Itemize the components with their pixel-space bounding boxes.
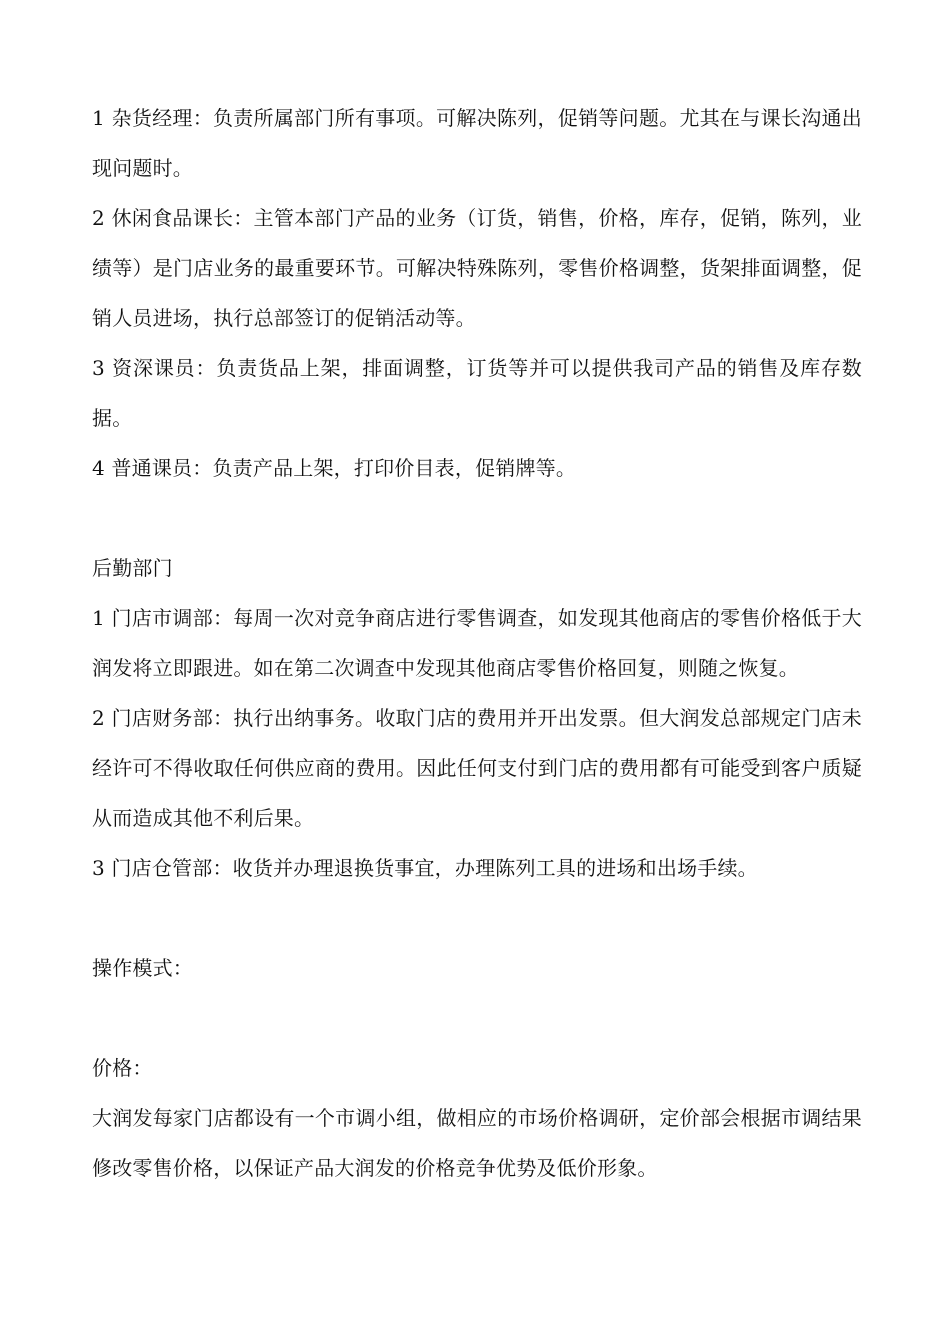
spacer <box>92 493 862 543</box>
logistics-item-warehouse: 3 门店仓管部：收货并办理退换货事宜，办理陈列工具的进场和出场手续。 <box>92 856 758 880</box>
staff-item-grocery-manager: 1 杂货经理：负责所属部门所有事项。可解决陈列，促销等问题。尤其在与课长沟通出现问题时。 <box>92 106 862 180</box>
staff-item-senior-clerk: 3 资深课员：负责货品上架，排面调整，订货等并可以提供我司产品的销售及库存数据。 <box>92 356 862 430</box>
spacer <box>92 893 862 943</box>
logistics-item-market-survey: 1 门店市调部：每周一次对竞争商店进行零售调查，如发现其他商店的零售价格低于大润发将立即跟进。如在第二次调查中发现其他商店零售价格回复，则随之恢复。 <box>92 606 862 680</box>
staff-item-clerk: 4 普通课员：负责产品上架，打印价目表，促销牌等。 <box>92 456 577 480</box>
spacer <box>92 993 862 1043</box>
price-body: 大润发每家门店都设有一个市调小组，做相应的市场价格调研，定价部会根据市调结果修改零售价格，以保证产品大润发的价格竞争优势及低价形象。 <box>92 1106 862 1180</box>
price-heading: 价格： <box>92 1056 153 1080</box>
operation-heading: 操作模式： <box>92 956 193 980</box>
logistics-item-finance: 2 门店财务部：执行出纳事务。收取门店的费用并开出发票。但大润发总部规定门店未经许可不得收取任何供应商的费用。因此任何支付到门店的费用都有可能受到客户质疑从而造成其他不利后果。 <box>92 706 862 830</box>
document-page <box>92 93 862 1193</box>
staff-item-snack-section-chief: 2 休闲食品课长：主管本部门产品的业务（订货，销售，价格，库存，促销，陈列，业绩等）是门店业务的最重要环节。可解决特殊陈列，零售价格调整，货架排面调整，促销人员进场，执行总部签订的促销活动等。 <box>92 206 862 330</box>
logistics-heading: 后勤部门 <box>92 556 173 580</box>
